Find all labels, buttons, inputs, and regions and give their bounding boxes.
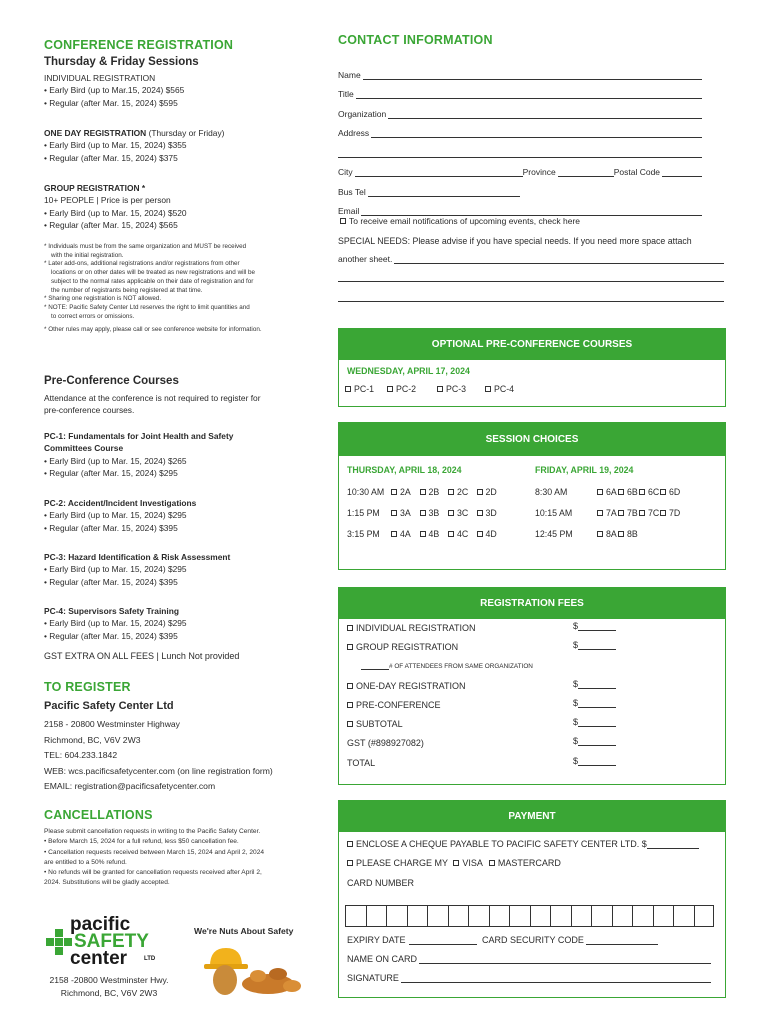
registration-notes: * Individuals must be from the same organization and MUST be received with the initial registration. * Later add-ons, additional registrations and/or registrations from other locations or on other dates will be treated as new registrations and will be subject to the normal rates applicable on their date of registration and for the number of registrants being registered at that time. * Sharing one registration is NOT allowed. * NOTE: Pacific Safety Center Ltd reserves the right to limit quantities and to correct errors or omissions. * Other rules may apply, please call or see conference website for information. (44, 243, 262, 334)
session-option[interactable]: 2B (420, 487, 440, 497)
session-option[interactable]: 7C (639, 508, 659, 518)
checkbox-icon[interactable] (391, 510, 397, 516)
optional-courses-panel (338, 328, 726, 407)
checkbox-icon[interactable] (477, 489, 483, 495)
fee-total: TOTAL (347, 758, 376, 768)
special-needs-label: SPECIAL NEEDS: Please advise if you have special needs. If you need more space attach (338, 236, 692, 246)
fri-time: 12:45 PM (535, 529, 573, 539)
friday-date: FRIDAY, APRIL 19, 2024 (535, 465, 634, 475)
card-digit-cell[interactable] (632, 905, 653, 927)
fee-total-amount[interactable]: $ (573, 756, 616, 766)
session-option[interactable]: 6B (618, 487, 638, 497)
payment-title: PAYMENT (339, 801, 725, 832)
fri-time: 8:30 AM (535, 487, 568, 497)
session-option[interactable]: 3B (420, 508, 440, 518)
fri-time: 10:15 AM (535, 508, 573, 518)
special-needs-field-2[interactable] (338, 272, 724, 282)
charge-checkbox[interactable] (347, 860, 353, 866)
checkbox-icon[interactable] (391, 489, 397, 495)
card-digit-cell[interactable] (345, 905, 366, 927)
name-on-card-row: NAME ON CARD (347, 954, 711, 964)
expiry-security-row: EXPIRY DATE CARD SECURITY CODE (347, 935, 658, 945)
checkbox-icon[interactable] (448, 510, 454, 516)
name-on-card-field[interactable] (419, 955, 711, 964)
checkbox-icon[interactable] (448, 489, 454, 495)
pc-option-3[interactable]: PC-3 (437, 384, 466, 394)
fee-oneday[interactable]: ONE-DAY REGISTRATION (347, 681, 466, 691)
card-digit-cell[interactable] (489, 905, 510, 927)
registration-fees-panel (338, 587, 726, 785)
checkbox-icon[interactable] (639, 510, 645, 516)
expiry-field[interactable] (409, 936, 477, 945)
tagline: We're Nuts About Safety (194, 926, 294, 936)
registration-fees-title: REGISTRATION FEES (339, 588, 725, 619)
checkbox-icon[interactable] (420, 510, 426, 516)
pc-option-2[interactable]: PC-2 (387, 384, 416, 394)
checkbox-icon[interactable] (660, 510, 666, 516)
card-digit-cell[interactable] (591, 905, 612, 927)
address-field[interactable] (371, 129, 702, 138)
cross-logo-icon (46, 928, 72, 962)
signature-row: SIGNATURE (347, 973, 711, 983)
checkbox-icon[interactable] (618, 489, 624, 495)
security-code-field[interactable] (586, 936, 658, 945)
name-field[interactable] (363, 71, 702, 80)
session-option[interactable]: 3C (448, 508, 468, 518)
company-name: Pacific Safety Center Ltd (44, 700, 174, 712)
session-option[interactable]: 7A (597, 508, 617, 518)
contact-title: CONTACT INFORMATION (338, 33, 493, 47)
card-number-field[interactable] (345, 905, 714, 927)
optional-date: WEDNESDAY, APRIL 17, 2024 (347, 366, 470, 376)
checkbox-icon[interactable] (618, 531, 624, 537)
bus-tel-field[interactable] (368, 188, 520, 197)
thu-time: 10:30 AM (347, 487, 385, 497)
pc-option-4[interactable]: PC-4 (485, 384, 514, 394)
course-pc4: PC-4: Supervisors Safety Training • Early Bird (up to Mar. 15, 2024) $295 • Regular (after Mar. 15, 2024) $395 (44, 606, 187, 641)
postal-code-field[interactable] (662, 168, 702, 177)
card-digit-cell[interactable] (653, 905, 674, 927)
session-option[interactable]: 6C (639, 487, 659, 497)
session-option[interactable]: 4C (448, 529, 468, 539)
session-option[interactable]: 6D (660, 487, 680, 497)
attendees-count[interactable]: # OF ATTENDEES FROM SAME ORGANIZATION (361, 663, 533, 670)
card-digit-cell[interactable] (468, 905, 489, 927)
session-option[interactable]: 2D (477, 487, 497, 497)
special-needs-field[interactable] (394, 255, 724, 264)
special-needs-field-3[interactable] (338, 292, 724, 302)
fee-individual-amount[interactable]: $ (573, 621, 616, 631)
company-logo: pacific SAFETY center LTD (44, 916, 174, 970)
checkbox-icon[interactable] (448, 531, 454, 537)
card-digit-cell[interactable] (673, 905, 694, 927)
thu-time: 1:15 PM (347, 508, 380, 518)
payment-charge: PLEASE CHARGE MY VISA MASTERCARD (347, 858, 561, 868)
city-field[interactable] (355, 168, 523, 177)
session-choices-panel (338, 422, 726, 570)
session-option[interactable]: 4A (391, 529, 411, 539)
fee-subtotal[interactable]: SUBTOTAL (347, 719, 403, 729)
payment-panel (338, 800, 726, 998)
registration-subtitle: Thursday & Friday Sessions (44, 56, 199, 68)
address-field-2[interactable] (338, 149, 702, 158)
logo-address: 2158 -20800 Westminster Hwy. Richmond, BC, V6V 2W3 (49, 975, 169, 998)
registration-title: CONFERENCE REGISTRATION (44, 38, 234, 52)
mastercard-checkbox[interactable] (489, 860, 495, 866)
organization-field[interactable] (388, 110, 702, 119)
card-digit-cell[interactable] (530, 905, 551, 927)
checkbox-icon[interactable] (420, 531, 426, 537)
pc-option-1[interactable]: PC-1 (345, 384, 374, 394)
session-option[interactable]: 2A (391, 487, 411, 497)
checkbox-icon[interactable] (477, 510, 483, 516)
session-option[interactable]: 2C (448, 487, 468, 497)
preconf-title: Pre-Conference Courses (44, 375, 179, 387)
card-digit-cell[interactable] (612, 905, 633, 927)
payment-cheque[interactable]: ENCLOSE A CHEQUE PAYABLE TO PACIFIC SAFETY CENTER LTD. $ (347, 839, 699, 849)
session-option[interactable]: 4D (477, 529, 497, 539)
checkbox-icon[interactable] (597, 489, 603, 495)
thu-time: 3:15 PM (347, 529, 380, 539)
fee-group-amount[interactable]: $ (573, 640, 616, 650)
card-digit-cell[interactable] (571, 905, 592, 927)
session-option[interactable]: 8A (597, 529, 617, 539)
course-pc2: PC-2: Accident/Incident Investigations • Early Bird (up to Mar. 15, 2024) $295 • Regular (after Mar. 15, 2024) $395 (44, 498, 197, 533)
checkbox-icon[interactable] (639, 489, 645, 495)
email-notify-option[interactable]: To receive email notifications of upcoming events, check here (340, 216, 580, 226)
card-digit-cell[interactable] (427, 905, 448, 927)
checkbox-icon[interactable] (660, 489, 666, 495)
card-number-label: CARD NUMBER (347, 878, 415, 888)
fee-oneday-amount[interactable]: $ (573, 679, 616, 689)
fee-group[interactable]: GROUP REGISTRATION (347, 642, 458, 652)
fee-gst-amount[interactable]: $ (573, 736, 616, 746)
oneday-registration: ONE DAY REGISTRATION (Thursday or Friday) • Early Bird (up to Mar. 15, 2024) $355 • Regular (after Mar. 15, 2024) $375 (44, 128, 225, 163)
card-digit-cell[interactable] (386, 905, 407, 927)
fee-subtotal-amount[interactable]: $ (573, 717, 616, 727)
session-option[interactable]: 3D (477, 508, 497, 518)
checkbox-icon[interactable] (618, 510, 624, 516)
card-digit-cell[interactable] (448, 905, 469, 927)
gst-note: GST EXTRA ON ALL FEES | Lunch Not provided (44, 651, 240, 661)
card-digit-cell[interactable] (694, 905, 715, 927)
special-needs-line: another sheet. (338, 254, 724, 264)
card-digit-cell[interactable] (509, 905, 530, 927)
checkbox-icon[interactable] (597, 531, 603, 537)
checkbox-icon[interactable] (391, 531, 397, 537)
signature-field[interactable] (401, 974, 711, 983)
contact-form: Name Title Organization Address City Province Postal Code Bus Tel Email (338, 60, 702, 216)
session-option[interactable]: 7D (660, 508, 680, 518)
session-option[interactable]: 6A (597, 487, 617, 497)
card-digit-cell[interactable] (550, 905, 571, 927)
preconf-intro: Attendance at the conference is not required to register for pre-conference courses. (44, 393, 261, 416)
optional-courses-title: OPTIONAL PRE-CONFERENCE COURSES (339, 329, 725, 360)
session-option[interactable]: 8B (618, 529, 638, 539)
session-option[interactable]: 7B (618, 508, 638, 518)
checkbox-icon[interactable] (477, 531, 483, 537)
fee-gst: GST (#898927082) (347, 738, 424, 748)
course-pc3: PC-3: Hazard Identification & Risk Assessment • Early Bird (up to Mar. 15, 2024) $295 • Regular (after Mar. 15, 2024) $395 (44, 552, 231, 587)
hardhat-nuts-illustration (196, 940, 306, 1000)
checkbox-icon[interactable] (597, 510, 603, 516)
card-digit-cell[interactable] (366, 905, 387, 927)
fee-preconference[interactable]: PRE-CONFERENCE (347, 700, 441, 710)
checkbox-icon[interactable] (420, 489, 426, 495)
title-field[interactable] (356, 90, 702, 99)
cancellation-text: Please submit cancellation requests in writing to the Pacific Safety Center. • Before March 15, 2024 for a full refund, less $50 cancellation fee. • Cancellation requests received between March 15, 2024 and April 2, 2024 are entitled to a 50% refund. • No refunds will be granted for cancellation requests received after April 2, 2024. Substitutions will be gladly accepted. (44, 828, 265, 887)
cancellations-title: CANCELLATIONS (44, 808, 153, 822)
individual-registration: INDIVIDUAL REGISTRATION • Early Bird (up to Mar.15, 2024) $565 • Regular (after Mar. 15, 2024) $595 (44, 73, 185, 108)
to-register-title: TO REGISTER (44, 680, 131, 694)
fee-preconference-amount[interactable]: $ (573, 698, 616, 708)
visa-checkbox[interactable] (453, 860, 459, 866)
fee-individual[interactable]: INDIVIDUAL REGISTRATION (347, 623, 476, 633)
checkbox-icon[interactable] (340, 218, 346, 224)
card-digit-cell[interactable] (407, 905, 428, 927)
session-option[interactable]: 3A (391, 508, 411, 518)
course-pc1: PC-1: Fundamentals for Joint Health and Safety Committees Course • Early Bird (up to Mar. 15, 2024) $265 • Regular (after Mar. 15, 2024) $295 (44, 431, 234, 479)
session-option[interactable]: 4B (420, 529, 440, 539)
thursday-date: THURSDAY, APRIL 18, 2024 (347, 465, 462, 475)
email-field[interactable] (361, 207, 702, 216)
province-field[interactable] (558, 168, 614, 177)
session-choices-title: SESSION CHOICES (339, 423, 725, 456)
group-registration: GROUP REGISTRATION * 10+ PEOPLE | Price is per person • Early Bird (up to Mar. 15, 2024) $520 • Regular (after Mar. 15, 2024) $565 (44, 183, 187, 231)
register-contact: 2158 - 20800 Westminster Highway Richmond, BC, V6V 2W3 TEL: 604.233.1842 WEB: wcs.pacificsafetycenter.com (on line registration form) EMAIL: registration@pacificsafetycenter.com (44, 719, 273, 792)
